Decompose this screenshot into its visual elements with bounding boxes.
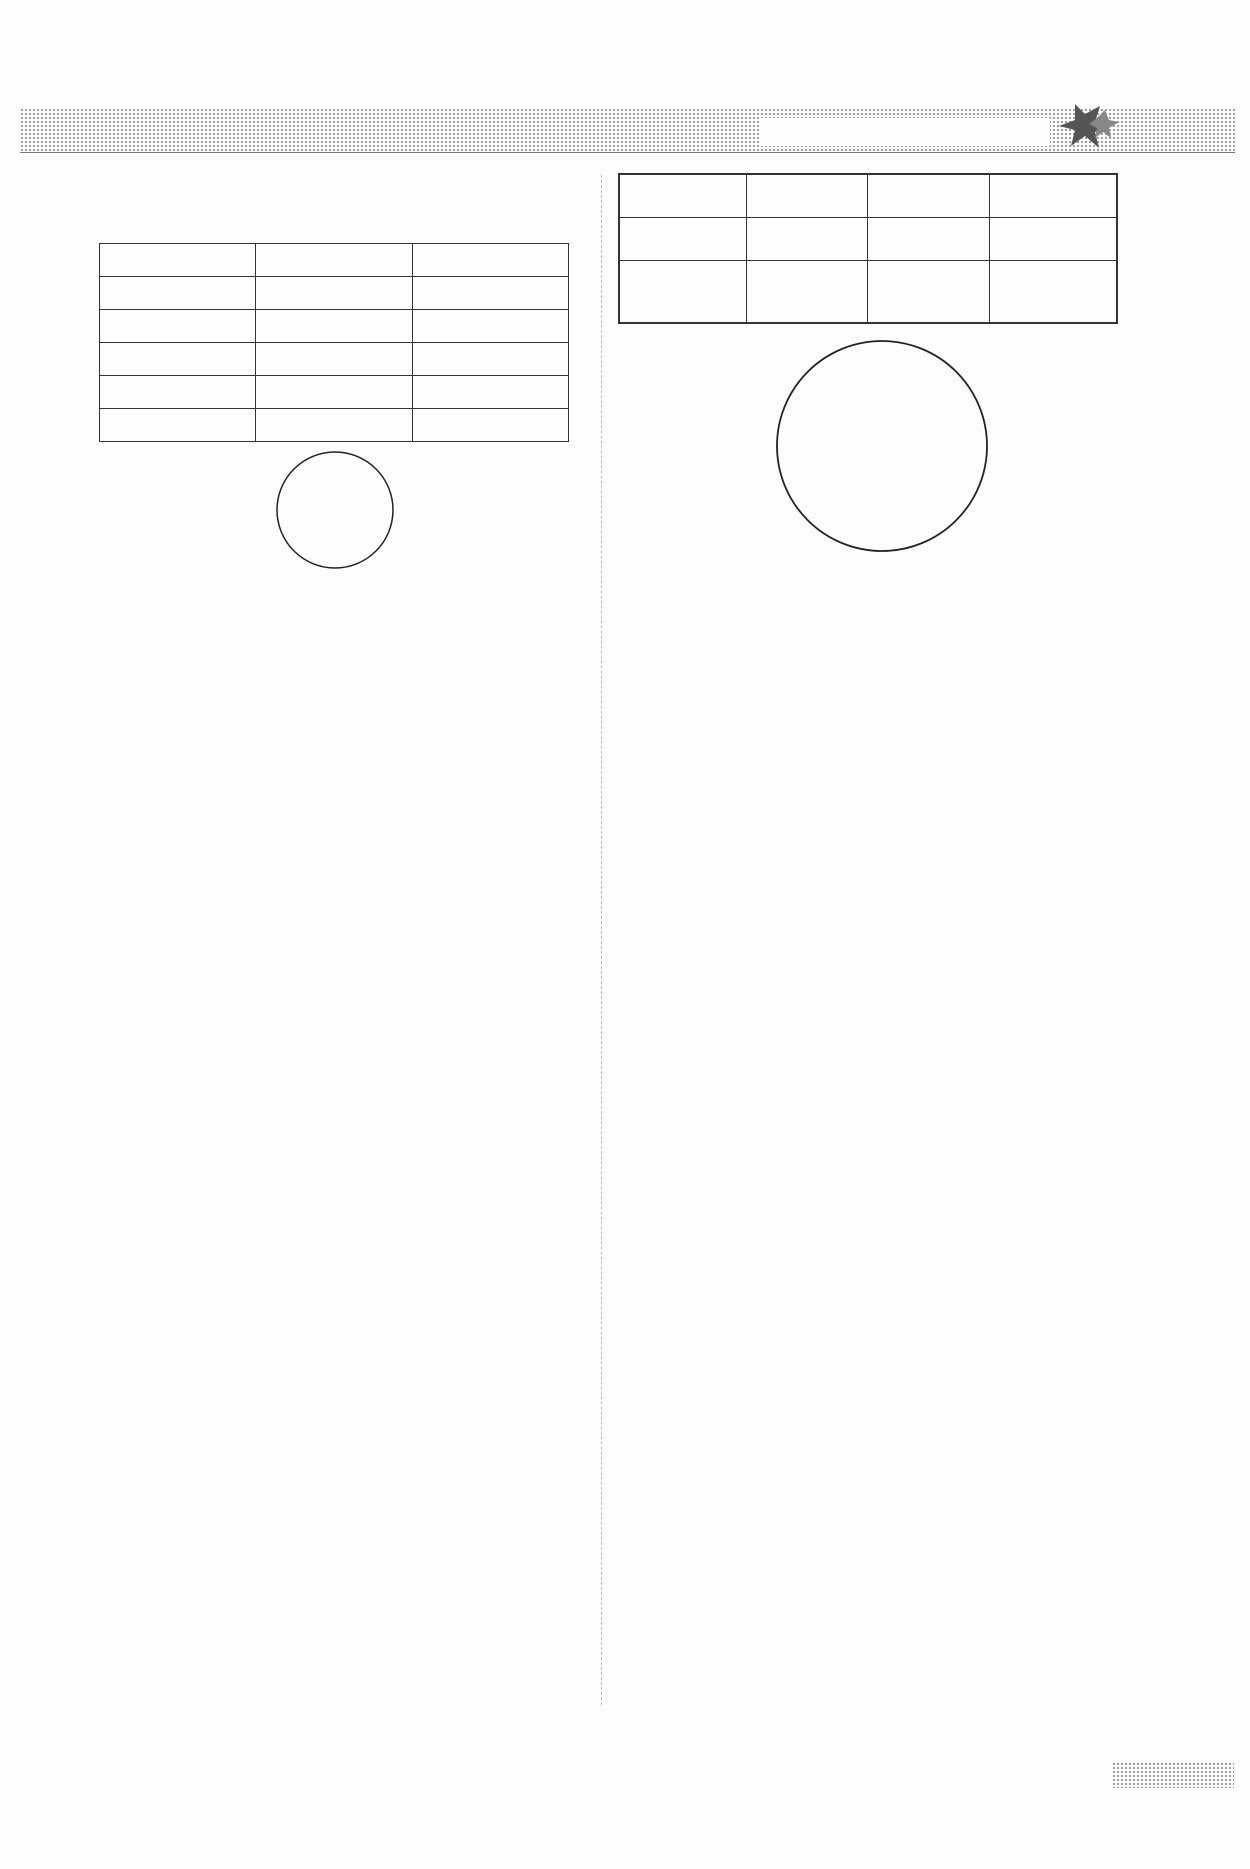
pie8-outline	[277, 452, 393, 568]
table-cell	[412, 277, 568, 310]
table-cell	[256, 343, 412, 376]
header-rule	[20, 152, 1235, 153]
housework-table	[618, 173, 1118, 324]
table-cell	[619, 218, 747, 261]
table-row	[100, 409, 569, 442]
table-cell	[868, 218, 989, 261]
table-cell	[989, 261, 1117, 323]
pie-chart-9	[622, 328, 1162, 564]
left-column	[75, 170, 580, 575]
table-cell	[100, 343, 256, 376]
table-header-cell	[256, 244, 412, 277]
table-cell	[412, 376, 568, 409]
pie-chart-8	[75, 450, 580, 570]
table-header-row	[100, 244, 569, 277]
header-label	[810, 118, 828, 138]
table-cell	[989, 218, 1117, 261]
column-divider	[601, 175, 602, 1705]
header-label-background	[760, 118, 1050, 146]
table-header-row	[619, 174, 1117, 218]
table-header-cell	[868, 174, 989, 218]
table-cell	[256, 277, 412, 310]
table-header-cell	[412, 244, 568, 277]
table-header-cell	[989, 174, 1117, 218]
table-cell	[868, 261, 989, 323]
table-cell	[412, 310, 568, 343]
table-row	[619, 218, 1117, 261]
lesson-title	[622, 575, 1182, 636]
table-header-cell	[100, 244, 256, 277]
table-cell	[256, 376, 412, 409]
table-header-cell	[619, 174, 747, 218]
table-row	[100, 343, 569, 376]
table-cell	[100, 409, 256, 442]
table-cell	[100, 376, 256, 409]
lesson-title	[75, 176, 580, 237]
table-cell	[412, 409, 568, 442]
table-row	[100, 277, 569, 310]
table-cell	[747, 218, 868, 261]
pie9-outline	[777, 341, 987, 551]
histogram-chart	[660, 1290, 1080, 1700]
header-dot-band	[20, 108, 1235, 152]
page-number-dots	[1112, 1762, 1234, 1788]
table-row	[619, 261, 1117, 323]
header-star-decoration-icon	[1055, 96, 1125, 156]
table-cell	[100, 277, 256, 310]
table-header-cell	[747, 174, 868, 218]
right-column	[622, 328, 1182, 642]
table-row	[100, 310, 569, 343]
table-cell	[256, 409, 412, 442]
table-cell	[100, 310, 256, 343]
table-cell	[412, 343, 568, 376]
family-table	[99, 243, 569, 442]
table-row	[100, 376, 569, 409]
table-cell	[747, 261, 868, 323]
table-cell	[619, 261, 747, 323]
table-cell	[256, 310, 412, 343]
